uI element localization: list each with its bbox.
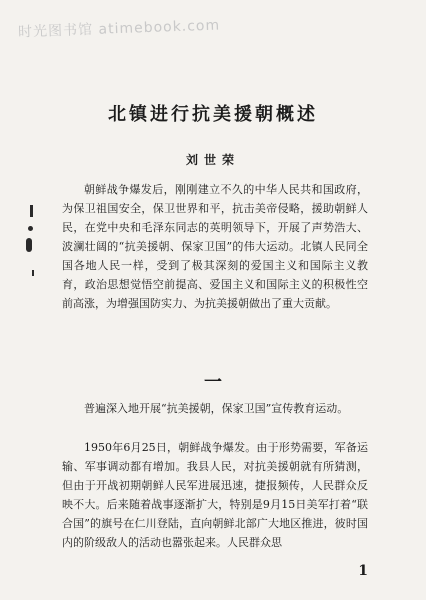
margin-mark — [26, 238, 32, 252]
margin-mark — [30, 205, 33, 217]
margin-mark — [28, 226, 33, 231]
paragraph-section-lead — [62, 399, 368, 418]
section-heading: 一 — [204, 372, 222, 393]
page-number: 1 — [358, 563, 368, 579]
paragraph-intro — [62, 180, 368, 313]
margin-mark — [32, 270, 34, 276]
paragraph-text: 朝鲜战争爆发后，刚刚建立不久的中华人民共和国政府，为保卫祖国安全，保卫世界和平，抗击美帝侵略，援助朝鲜人民，在党中央和毛泽东同志的英明领导下，开展了声势浩大、波澜壮阔的“抗美援朝、保家卫国”的伟大运动。北镇人民同全国各地人民一样，受到了极其深刻的爱国主义和国际主义教育，政治思想觉悟空前提高、爱国主义和国际主义的积极性空前高涨，为增强国防实力、为抗美援朝做出了重大贡献。 — [62, 183, 368, 310]
watermark: 时光图书馆 atimebook.com — [17, 17, 221, 41]
paragraph-text: 1950年6月25日，朝鲜战争爆发。由于形势需要，军备运输、军事调动都有增加。我县人民，对抗美援朝就有所猜测，但由于开战初期朝鲜人民军进展迅速，捷报频传，人民群众反映不大。后来随着战事逐渐扩大，特别是9月15日美军打着“联合国”的旗号在仁川登陆，直向朝鲜北部广大地区推进，彼时国内的阶级敌人的活动也嚣张起来。人民群众思 — [62, 441, 368, 549]
document-title: 北镇进行抗美援朝概述 — [108, 104, 318, 125]
author-name: 刘世荣 — [185, 153, 240, 167]
paragraph-history — [62, 438, 368, 552]
paragraph-text: 普遍深入地开展“抗美援朝，保家卫国”宣传教育运动。 — [84, 402, 349, 415]
